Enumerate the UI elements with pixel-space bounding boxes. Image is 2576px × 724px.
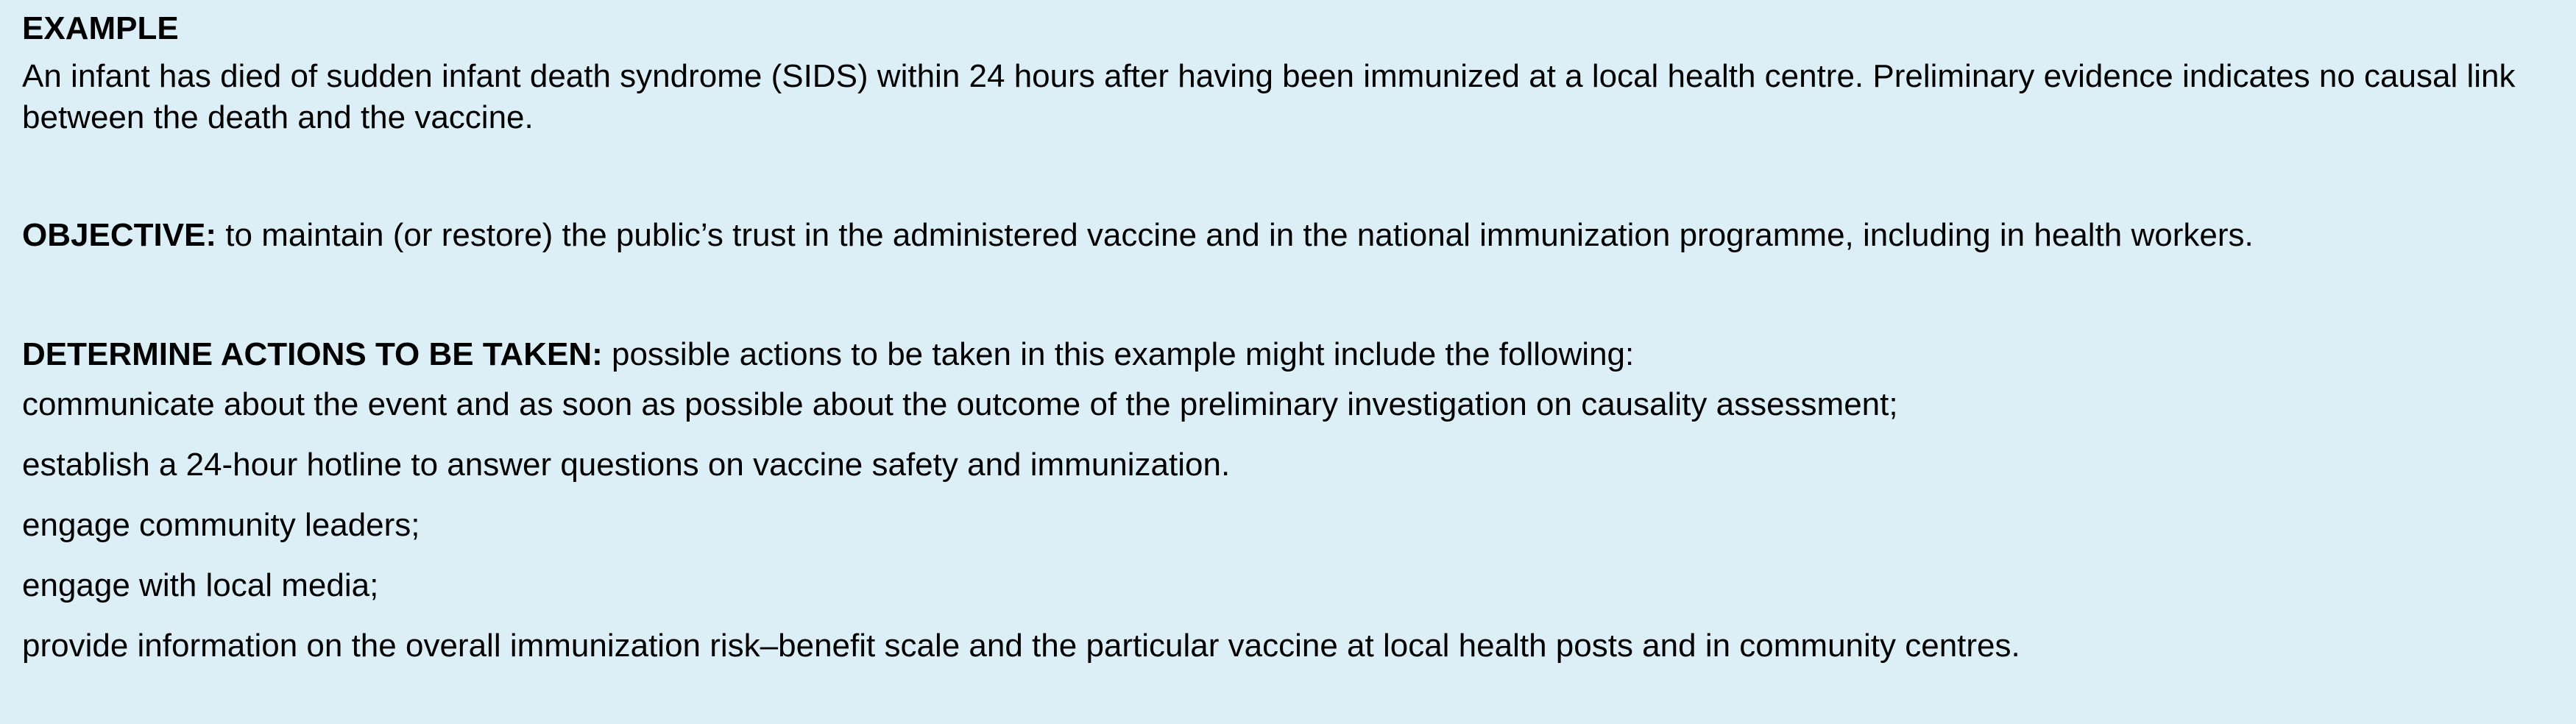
action-item: establish a 24-hour hotline to answer questions on vaccine safety and immunization. (22, 447, 1231, 483)
example-description: An infant has died of sudden infant death syndrome (SIDS) within 24 hours after having been immunized at a local health centre. Preliminary evidence indicates no causal link between the death and the vaccine. (22, 58, 2516, 135)
action-item: provide information on the overall immunization risk–benefit scale and the particular vaccine at local health posts and in community centres. (22, 628, 2020, 664)
actions-label: DETERMINE ACTIONS TO BE TAKEN: (22, 336, 603, 372)
actions-intro: possible actions to be taken in this example might include the following: (602, 336, 1635, 372)
objective-paragraph (22, 215, 2554, 256)
actions-list (22, 384, 2576, 667)
actions-paragraph (22, 334, 2554, 375)
objective-text: to maintain (or restore) the public’s trust in the administered vaccine and in the national immunization programme, including in health workers. (216, 217, 2254, 253)
example-heading: EXAMPLE (22, 10, 179, 46)
action-item: communicate about the event and as soon as possible about the outcome of the preliminary investigation on causality assessment; (22, 386, 1898, 422)
action-item: engage with local media; (22, 567, 379, 603)
objective-label: OBJECTIVE: (22, 217, 217, 253)
action-item: engage community leaders; (22, 507, 420, 543)
